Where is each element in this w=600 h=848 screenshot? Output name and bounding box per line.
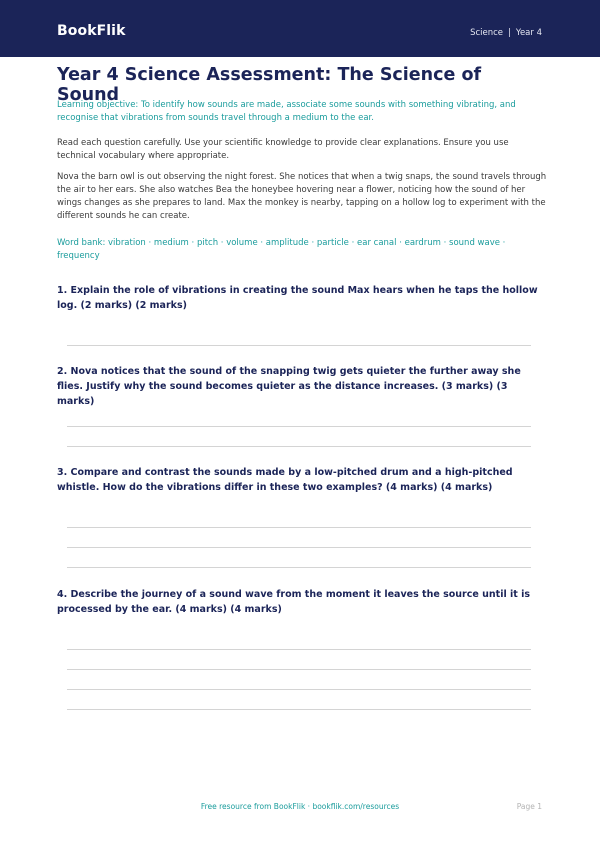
scenario-text: Nova the barn owl is out observing the night forest. She notices that when a twig snaps, the sound travels through the air to her ears. She also watches Bea the honeybee hovering near a flower, noticing how the sound of her wings changes as she prepares to land. Max the monkey is nearby, tapping on a hollow log to experiment with the different sounds he can create. — [57, 172, 547, 221]
header-bar — [0, 0, 600, 57]
question-1: 1. Explain the role of vibrations in creating the sound Max hears when he taps the hollow log. (2 marks) (2 marks) — [57, 285, 538, 311]
instructions: Read each question carefully. Use your scientific knowledge to provide clear explanations. Ensure you use technical vocabulary where appropriate. — [57, 138, 509, 161]
breadcrumb — [470, 28, 542, 38]
learning-objective: Learning objective: To identify how sounds are made, associate some sounds with something vibrating, and recognise that vibrations from sounds travel through a medium to the ear. — [57, 100, 516, 123]
answer-line[interactable] — [67, 345, 531, 346]
answer-line[interactable] — [67, 709, 531, 710]
answer-line[interactable] — [67, 527, 531, 528]
brand-logo[interactable]: BookFlik — [57, 23, 126, 39]
answer-line[interactable] — [67, 649, 531, 650]
question-3: 3. Compare and contrast the sounds made by a low-pitched drum and a high-pitched whistle. How do the vibrations differ in these two examples? (4 marks) (4 marks) — [57, 467, 513, 493]
answer-line[interactable] — [67, 426, 531, 427]
question-2: 2. Nova notices that the sound of the snapping twig gets quieter the further away she flies. Justify why the sound becomes quieter as the distance increases. (3 marks) (3 marks) — [57, 366, 521, 407]
breadcrumb-separator: | — [508, 28, 511, 38]
answer-line[interactable] — [67, 689, 531, 690]
breadcrumb-subject: Science — [470, 28, 504, 38]
answer-line[interactable] — [67, 446, 531, 447]
word-bank: Word bank: vibration · medium · pitch · volume · amplitude · particle · ear canal · eardrum · sound wave · frequency — [57, 238, 506, 261]
breadcrumb-year: Year 4 — [515, 28, 542, 38]
page-number: Page 1 — [516, 802, 542, 811]
answer-line[interactable] — [67, 567, 531, 568]
footer-credit[interactable]: Free resource from BookFlik · bookflik.com/resources — [200, 802, 400, 811]
answer-line[interactable] — [67, 547, 531, 548]
answer-line[interactable] — [67, 669, 531, 670]
page-title: Year 4 Science Assessment: The Science of Sound — [57, 65, 482, 105]
question-4: 4. Describe the journey of a sound wave from the moment it leaves the source until it is processed by the ear. (4 marks) (4 marks) — [57, 589, 531, 615]
